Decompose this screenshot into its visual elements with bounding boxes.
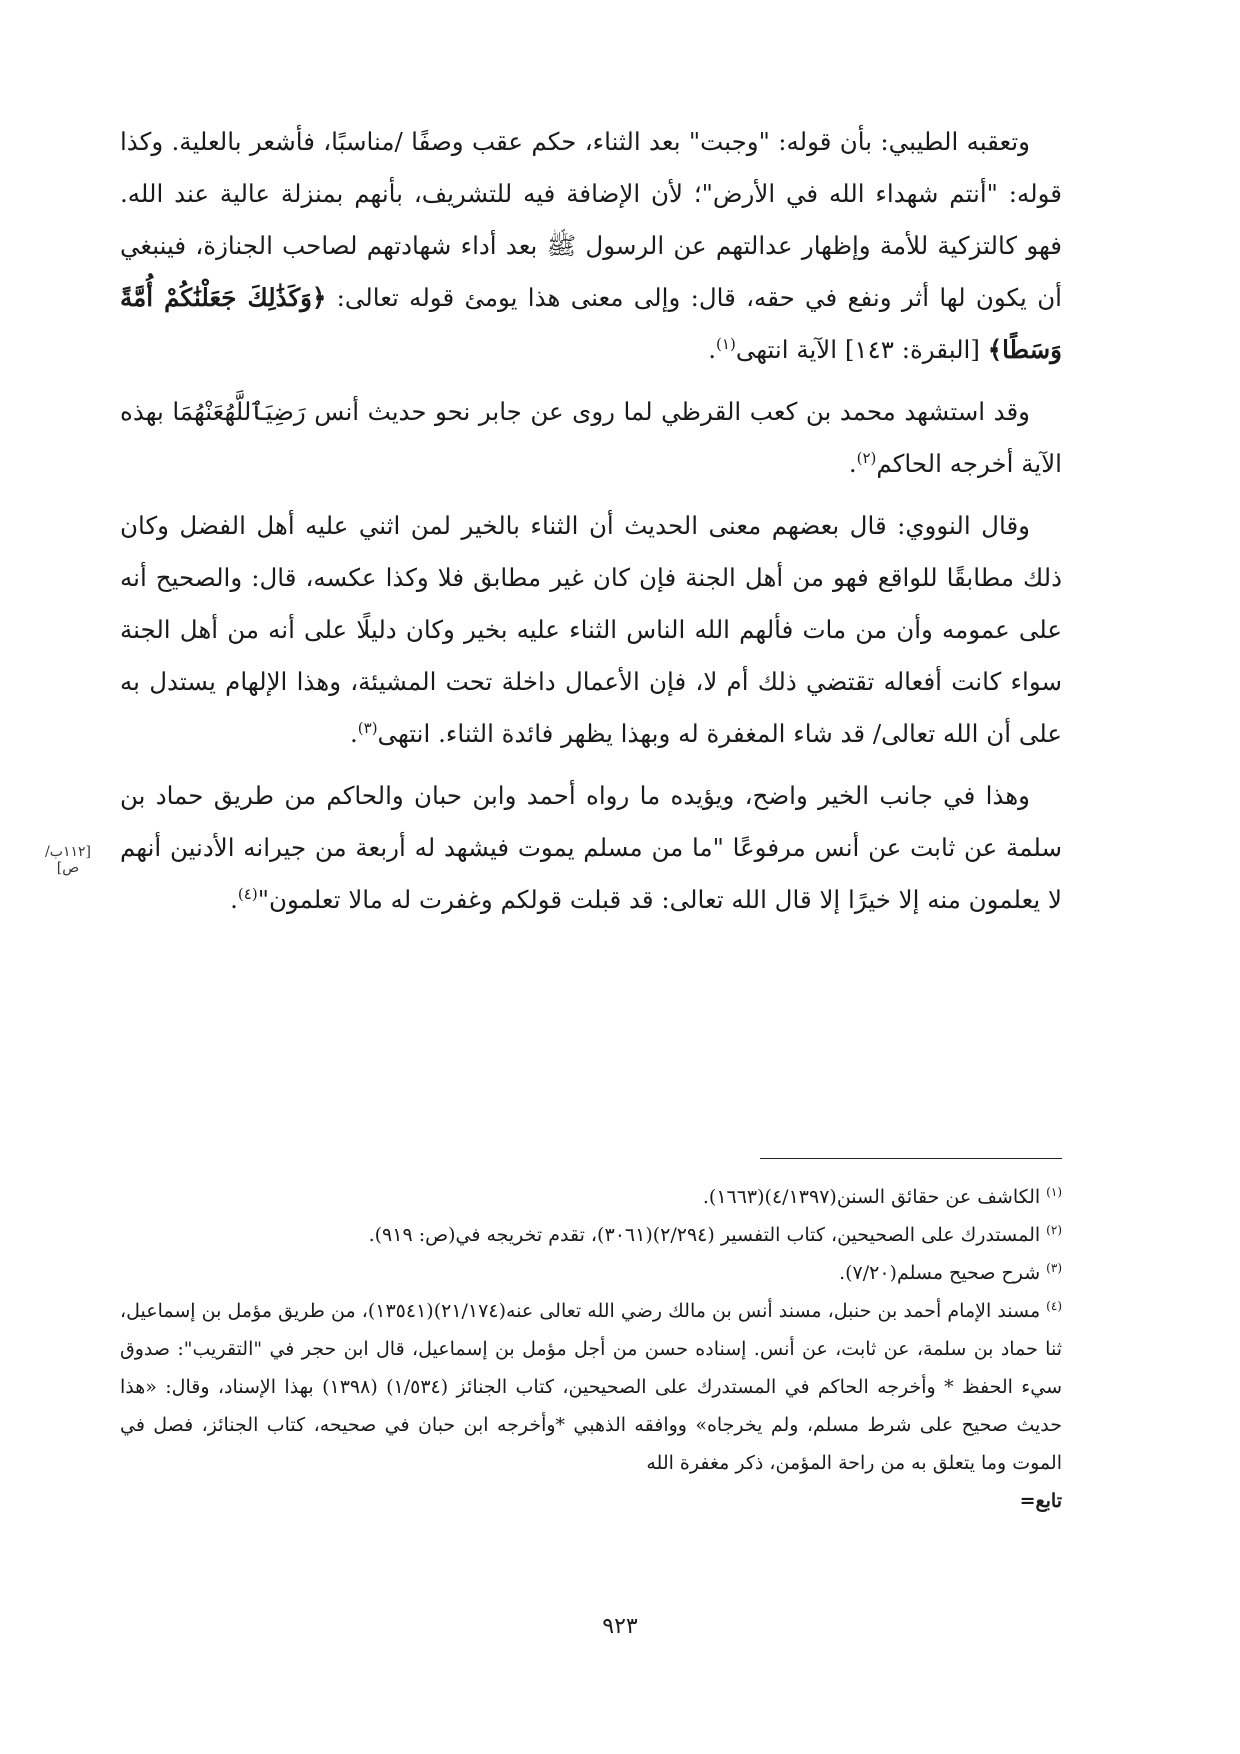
footnote-text: المستدرك على الصحيحين، كتاب التفسير (٢/٢٩٤)(٣٠٦١)، تقدم تخريجه في(ص: ٩١٩).: [368, 1224, 1041, 1246]
footnotes-section: [120, 1178, 1062, 1520]
paragraph-4: وهذا في جانب الخير واضح، ويؤيده ما رواه أحمد وابن حبان والحاكم من طريق حماد بن سلمة عن ثابت عن أنس مرفوعًا "ما من مسلم يموت فيشهد له أربعة من جيرانه الأدنين أنهم لا يعلمون منه إلا خيرًا إلا قال الله تعالى: قد قبلت قولكم وغفرت له مالا تعلمون"$^{(٤)}$.: [120, 781, 1062, 914]
footnote-ref-4[interactable]: (٤): [237, 884, 258, 903]
footnote-ref-3[interactable]: (٣): [357, 718, 378, 737]
quran-verse: ﴿وَكَذَٰلِكَ جَعَلْنَٰكُمْ أُمَّةً وَسَطًا﴾: [120, 283, 1062, 364]
footnote-number: (٤): [1046, 1298, 1062, 1313]
footnote-4: [120, 1292, 1062, 1482]
main-text: [120, 116, 1062, 926]
paragraph-3: وقال النووي: قال بعضهم معنى الحديث أن الثناء بالخير لمن اثني عليه أهل الفضل وكان ذلك مطابقًا للواقع فهو من أهل الجنة فإن كان غير مطابق فلا وكذا عكسه، قال: والصحيح أنه على عمومه وأن من مات فألهم الله الناس الثناء عليه بخير وكان دليلًا على أنه من أهل الجنة سواء كانت أفعاله تقتضي ذلك أم لا، فإن الأعمال داخلة تحت المشيئة، وهذا الإلهام يستدل به على أن الله تعالى/ قد شاء المغفرة له وبهذا يظهر فائدة الثناء. انتهى$^{(٣)}$.: [120, 511, 1062, 748]
footnote-2: [120, 1216, 1062, 1254]
paragraph-1: وتعقبه الطيبي: بأن قوله: "وجبت" بعد الثناء، حكم عقب وصفًا /مناسبًا، فأشعر بالعلية. وكذا قوله: "أنتم شهداء الله في الأرض"؛ لأن الإضافة فيه للتشريف، بأنهم بمنزلة عالية عند الله. فهو كالتزكية للأمة وإظهار عدالتهم عن الرسول ﷺ بعد أداء شهادتهم لصاحب الجنازة، فينبغي أن يكون لها أثر ونفع في حقه، قال: وإلى معنى هذا يومئ قوله تعالى: ﴿وَكَذَٰلِكَ جَعَلْنَٰكُمْ أُمَّةً وَسَطًا﴾ [البقرة: ١٤٣] الآية انتهى$^{(١)}$.: [120, 127, 1062, 364]
footnote-3: [120, 1254, 1062, 1292]
footnote-ref-1[interactable]: (١): [716, 334, 736, 353]
footnote-number: (١): [1046, 1184, 1062, 1199]
paragraph-2: وقد استشهد محمد بن كعب القرظي لما روى عن جابر نحو حديث أنس رَضِيَٱللَّهُعَنْهُمَا بهذه الآية أخرجه الحاكم$^{(٢)}$.: [120, 397, 1062, 478]
footnote-text: الكاشف عن حقائق السنن(٤/١٣٩٧)(١٦٦٣).: [702, 1186, 1041, 1208]
continues-label: تابع=: [1019, 1490, 1062, 1512]
footnote-1: [120, 1178, 1062, 1216]
footnote-ref-2[interactable]: (٢): [856, 448, 877, 467]
footnote-text: مسند الإمام أحمد بن حنبل، مسند أنس بن مالك رضي الله تعالى عنه(٢١/١٧٤)(١٣٥٤١)، من طريق مؤمل بن إسماعيل، ثنا حماد بن سلمة، عن ثابت، عن أنس. إسناده حسن من أجل مؤمل بن إسماعيل، قال ابن حجر في "التقريب": صدوق سيء الحفظ * وأخرجه الحاكم في المستدرك على الصحيحين، كتاب الجنائز (١/٥٣٤) (١٣٩٨) بهذا الإسناد، وقال: «هذا حديث صحيح على شرط مسلم، ولم يخرجاه» ووافقه الذهبي *وأخرجه ابن حبان في صحيحه، كتاب الجنائز، فصل في الموت وما يتعلق به من راحة المؤمن، ذكر مغفرة الله: [120, 1300, 1062, 1474]
footnote-text: شرح صحيح مسلم(٧/٢٠).: [839, 1262, 1041, 1284]
page-number: ٩٢٣: [602, 1614, 638, 1639]
footnote-number: (٢): [1046, 1222, 1062, 1237]
footnote-divider: [760, 1158, 1062, 1159]
manuscript-folio-marker: [١١٢ب/ص]: [45, 844, 91, 876]
footnote-number: (٣): [1046, 1260, 1062, 1275]
